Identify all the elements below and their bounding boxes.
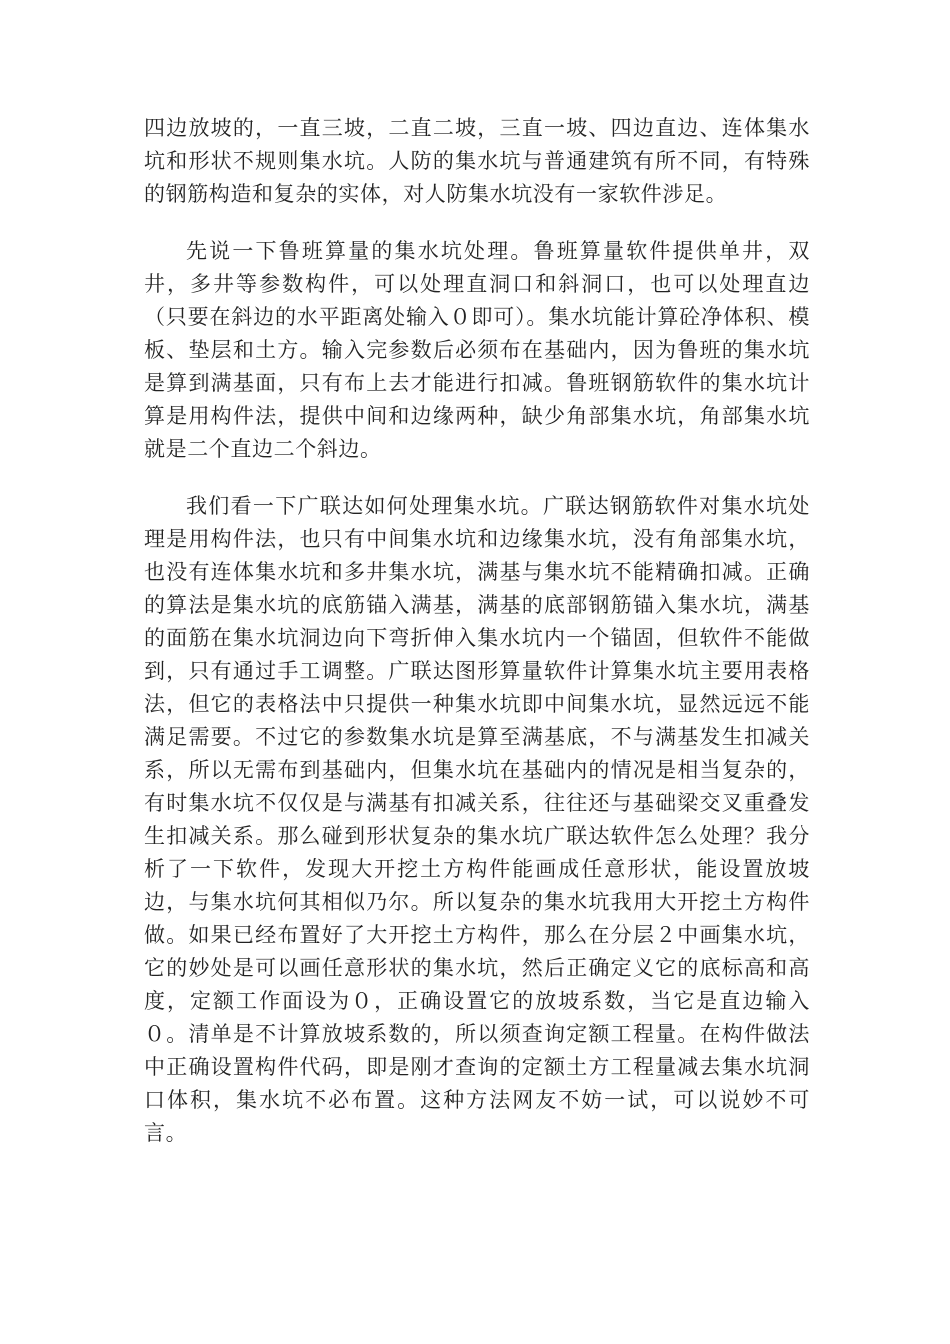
paragraph-2: 先说一下鲁班算量的集水坑处理。鲁班算量软件提供单井，双井，多井等参数构件，可以处理直洞口和斜洞口，也可以处理直边（只要在斜边的水平距离处输入０即可）。集水坑能计算砼净体积、模板、垫层和土方。输入完参数后必须布在基础内，因为鲁班的集水坑是算到满基面，只有布上去才能进行扣减。鲁班钢筋软件的集水坑计算是用构件法，提供中间和边缘两种，缺少角部集水坑，角部集水坑就是二个直边二个斜边。 — [144, 239, 810, 461]
paragraph-1: 四边放坡的，一直三坡，二直二坡，三直一坡、四边直边、连体集水坑和形状不规则集水坑。人防的集水坑与普通建筑有所不同，有特殊的钢筋构造和复杂的实体，对人防集水坑没有一家软件涉足。 — [144, 116, 810, 206]
paragraph-3: 我们看一下广联达如何处理集水坑。广联达钢筋软件对集水坑处理是用构件法，也只有中间集水坑和边缘集水坑，没有角部集水坑，也没有连体集水坑和多井集水坑，满基与集水坑不能精确扣减。正确的算法是集水坑的底筋锚入满基，满基的底部钢筋锚入集水坑，满基的面筋在集水坑洞边向下弯折伸入集水坑内一个锚固，但软件不能做到，只有通过手工调整。广联达图形算量软件计算集水坑主要用表格法，但它的表格法中只提供一种集水坑即中间集水坑，显然远远不能满足需要。不过它的参数集水坑是算至满基底，不与满基发生扣减关系，所以无需布到基础内，但集水坑在基础内的情况是相当复杂的，有时集水坑不仅仅是与满基有扣减关系，往往还与基础梁交叉重叠发生扣减关系。那么碰到形状复杂的集水坑广联达软件怎么处理？我分析了一下软件，发现大开挖土方构件能画成任意形状，能设置放坡边，与集水坑何其相似乃尔。所以复杂的集水坑我用大开挖土方构件做。如果已经布置好了大开挖土方构件，那么在分层２中画集水坑，它的妙处是可以画任意形状的集水坑，然后正确定义它的底标高和高度，定额工作面设为０，正确设置它的放坡系数，当它是直边输入０。清单是不计算放坡系数的，所以须查询定额工程量。在构件做法中正确设置构件代码，即是刚才查询的定额土方工程量减去集水坑洞口体积，集水坑不必布置。这种方法网友不妨一试，可以说妙不可言。 — [144, 494, 810, 1145]
document-body — [144, 112, 810, 1174]
